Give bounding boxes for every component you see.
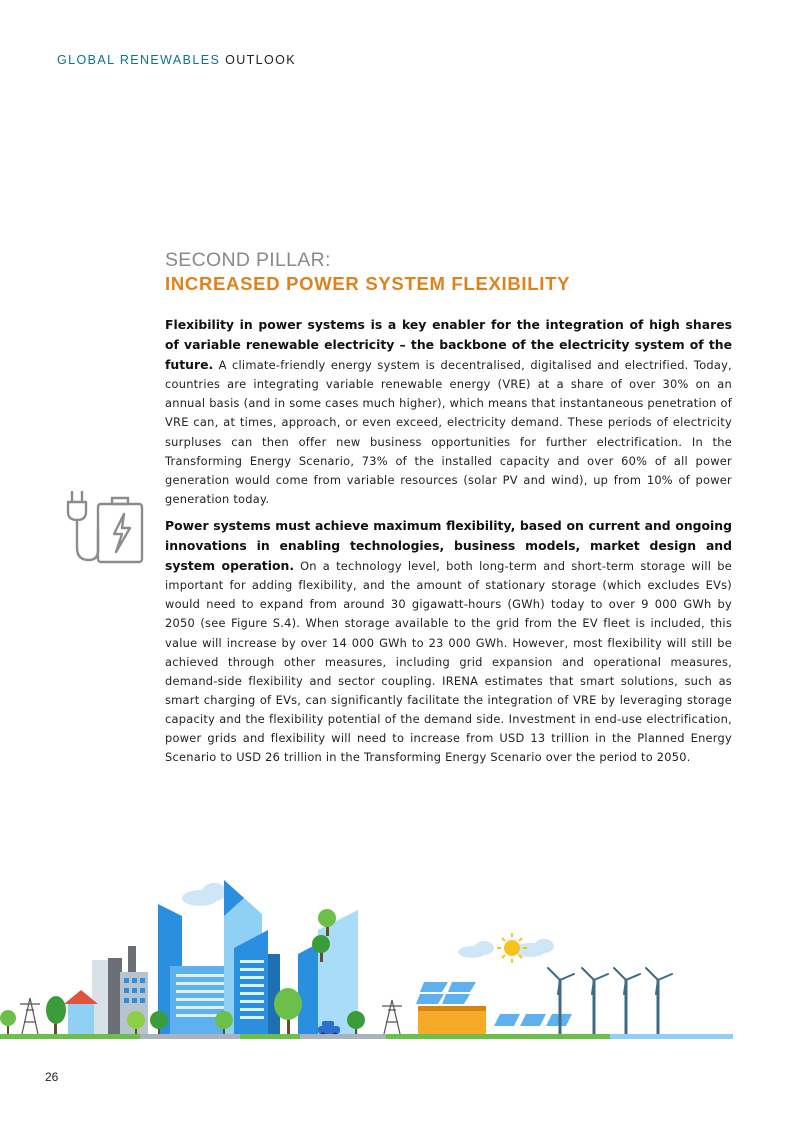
header-main-text: OUTLOOK: [225, 53, 296, 67]
section-title-line2: INCREASED POWER SYSTEM FLEXIBILITY: [165, 273, 571, 294]
page-number: 26: [45, 1070, 59, 1084]
paragraph-2: [165, 516, 732, 767]
section-title-line1: SECOND PILLAR:: [165, 249, 331, 271]
paragraph-2-body: On a technology level, both long-term and short-term storage will be important for adding flexibility, and the amount of stationary storage (which excludes EVs) would need to expand from around 30 gigawatt-hours (GWh) today to over 9 000 GWh by 2050 (see Figure S.4). When storage available to the grid from the EV fleet is included, this value will increase by over 14 000 GWh to 23 000 GWh. However, most flexibility will still be achieved through other measures, including grid expansion and operational measures, demand-side flexibility and sector coupling. IRENA estimates that smart solutions, such as smart charging of EVs, can significantly facilitate the integration of VRE by leveraging storage capacity and the flexibility potential of the demand side. Investment in end-use electrification, power grids and flexibility will need to increase from USD 13 trillion in the Planned Energy Scenario to USD 26 trillion in the Transforming Energy Scenario over the period to 2050.: [165, 559, 732, 765]
section-title: [165, 248, 570, 296]
running-header: [57, 53, 296, 67]
paragraph-1: [165, 315, 732, 509]
paragraph-2-lead: Power systems must achieve maximum flexibility, based on current and ongoing innovations in enabling technologies, business models, market design and system operation.: [165, 518, 732, 574]
plug-battery-icon: [64, 490, 146, 564]
city-skyline-illustration: [0, 870, 803, 1045]
header-accent-text: GLOBAL RENEWABLES: [57, 53, 221, 67]
paragraph-1-body: A climate-friendly energy system is decentralised, digitalised and electrified. Today, countries are integrating variable renewable energy (VRE) at a share of over 30% on an annual basis (and in some cases much higher), which means that instantaneous penetration of VRE can, at times, approach, or even exceed, electricity demand. These periods of electricity surpluses can then offer new business opportunities for further electrification. In the Transforming Energy Scenario, 73% of the installed capacity and over 60% of all power generation would come from variable resources (solar PV and wind), up from 10% of power generation today.: [165, 358, 732, 506]
paragraph-1-lead: Flexibility in power systems is a key enabler for the integration of high shares of variable renewable electricity – the backbone of the electricity system of the future.: [165, 317, 732, 373]
